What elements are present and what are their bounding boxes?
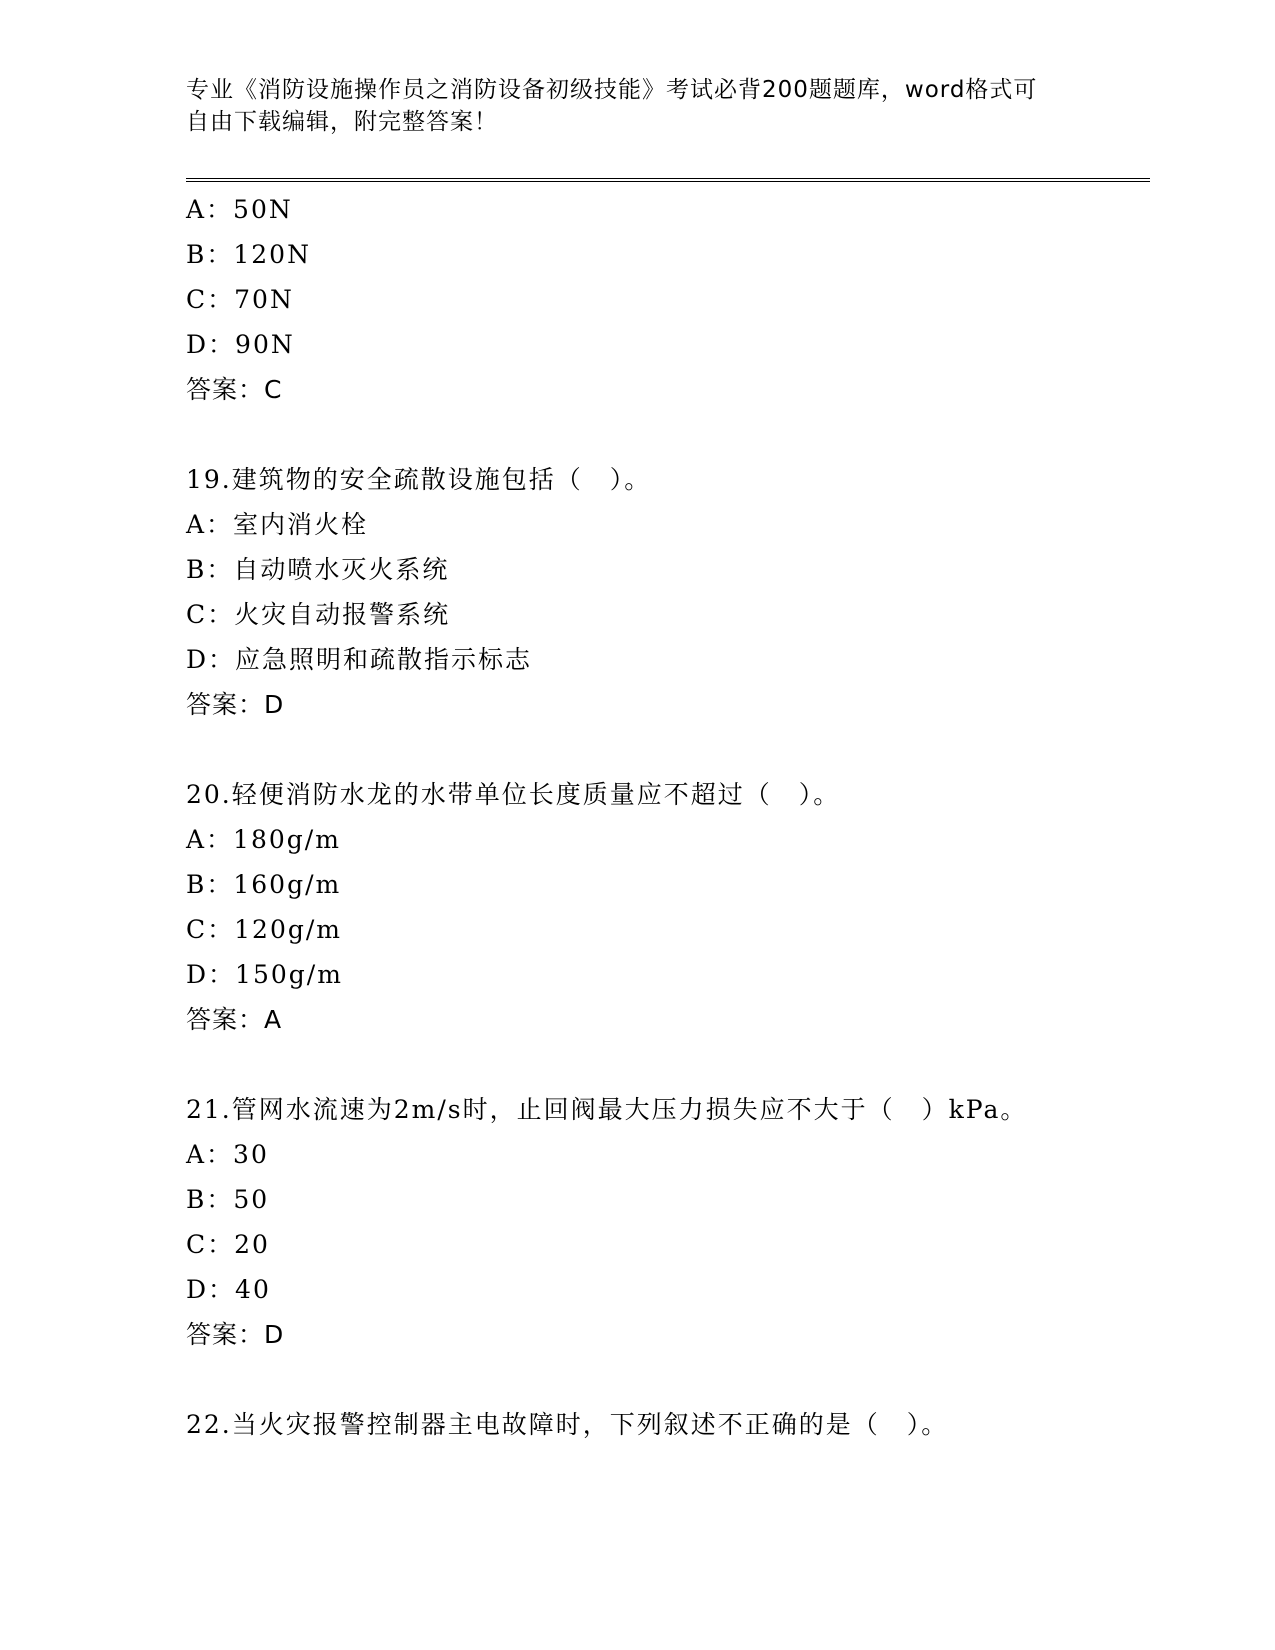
answer-line: 答案：A <box>186 1005 283 1034</box>
option-d: D：40 <box>186 1275 271 1304</box>
answer-line: 答案：D <box>186 690 285 719</box>
answer-line: 答案：D <box>186 1320 285 1349</box>
answer-line: 答案：C <box>186 375 283 404</box>
option-b: B：自动喷水灭火系统 <box>186 555 450 584</box>
option-d: D：90N <box>186 330 295 359</box>
header-divider-bottom <box>186 181 1150 182</box>
option-a: A：30 <box>186 1140 269 1169</box>
option-b: B：160g/m <box>186 870 342 899</box>
question-19-text: 19.建筑物的安全疏散设施包括（ ）。 <box>186 465 652 494</box>
option-c: C：70N <box>186 285 294 314</box>
question-22-text: 22.当火灾报警控制器主电故障时，下列叙述不正确的是（ ）。 <box>186 1410 949 1439</box>
option-d: D：应急照明和疏散指示标志 <box>186 645 533 674</box>
option-d: D：150g/m <box>186 960 343 989</box>
option-a: A：180g/m <box>186 825 341 854</box>
option-b: B：50 <box>186 1185 270 1214</box>
header-line-2: 自由下载编辑，附完整答案！ <box>186 109 498 135</box>
option-b: B：120N <box>186 240 311 269</box>
header-line-1: 专业《消防设施操作员之消防设备初级技能》考试必背200题题库，word格式可 <box>186 77 1038 103</box>
header-divider-top <box>186 178 1150 179</box>
option-c: C：20 <box>186 1230 270 1259</box>
question-20-text: 20.轻便消防水龙的水带单位长度质量应不超过（ ）。 <box>186 780 841 809</box>
option-a: A：50N <box>186 195 293 224</box>
option-c: C：火灾自动报警系统 <box>186 600 451 629</box>
document-header <box>186 74 1086 138</box>
option-c: C：120g/m <box>186 915 342 944</box>
option-a: A：室内消火栓 <box>186 510 369 539</box>
question-21-text: 21.管网水流速为2m/s时，止回阀最大压力损失应不大于（ ）kPa。 <box>186 1095 1028 1124</box>
